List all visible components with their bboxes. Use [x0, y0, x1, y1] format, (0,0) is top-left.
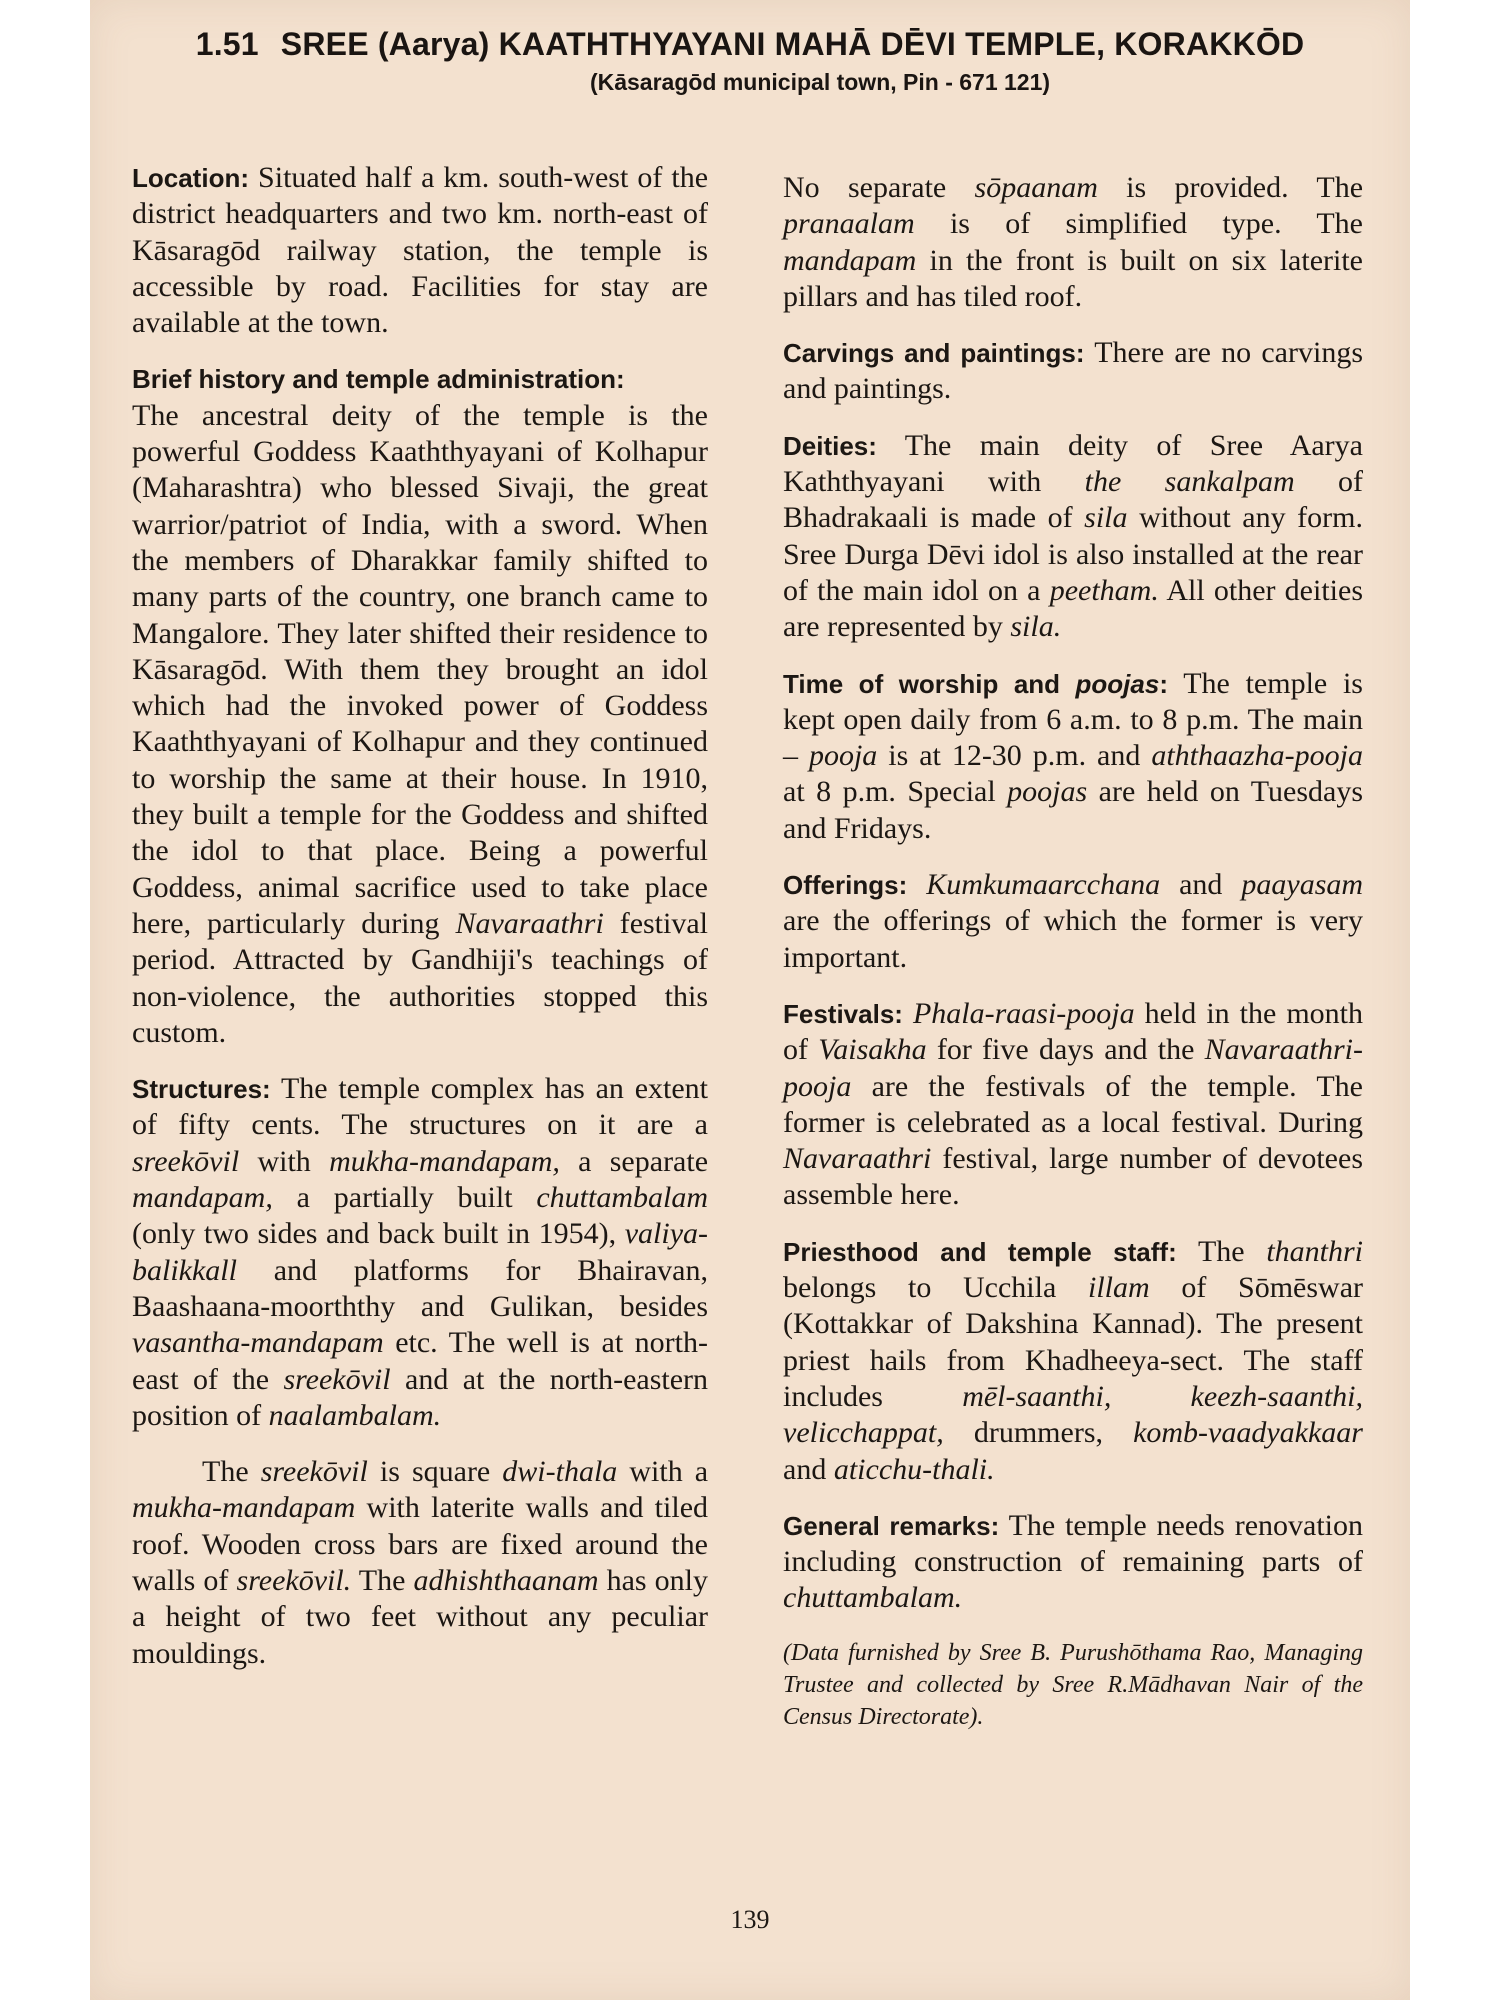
deities-italic: sila	[1084, 501, 1128, 535]
location-heading: Location:	[132, 163, 249, 193]
location-text: Situated half a km. south-west of the district headquarters and two km. north-east of Kāsaragōd railway station, the temple is accessible by road. Facilities for stay are available at the town.	[132, 161, 709, 340]
general-remarks-italic: chuttambalam.	[783, 1581, 963, 1615]
structures-text: with	[257, 1144, 311, 1178]
worship-heading-italic: poojas	[1075, 668, 1160, 699]
worship-italic: pooja	[808, 739, 878, 773]
deities-italic: sila.	[1010, 610, 1062, 644]
carvings-heading: Carvings and paintings:	[783, 338, 1085, 369]
deities-paragraph	[783, 428, 1363, 646]
sreekovil-text: is square	[379, 1455, 491, 1489]
worship-time-heading	[783, 669, 1168, 699]
structures-italic: mandapam,	[132, 1181, 273, 1215]
structures-italic: sreekōvil	[283, 1362, 391, 1396]
priesthood-text: drummers,	[973, 1416, 1103, 1450]
structures-text: and at the north-eastern position of	[132, 1362, 709, 1432]
worship-text: at 8 p.m. Special	[783, 775, 996, 809]
general-remarks-paragraph	[783, 1508, 1363, 1617]
priesthood-paragraph	[783, 1234, 1363, 1488]
worship-italic: aththaazha-pooja	[1151, 739, 1363, 773]
offerings-text: are the offerings of which the former is very important.	[783, 904, 1363, 974]
worship-heading-text: Time of worship and	[783, 668, 1061, 699]
priesthood-heading: Priesthood and temple staff:	[783, 1236, 1177, 1267]
history-paragraph	[132, 361, 708, 1051]
priesthood-italic: illam	[1088, 1271, 1150, 1305]
structures-paragraph	[132, 1071, 708, 1434]
deities-text: without any form. Sree Durga Dēvi idol is also installed at the rear of the main idol on a	[783, 501, 1363, 607]
sreekovil-italic: sreekōvil	[260, 1455, 368, 1489]
general-remarks-text: The temple needs renovation including construction of remaining parts of	[783, 1508, 1364, 1579]
offerings-text: and	[1179, 868, 1223, 902]
festivals-italic: Vaisakha	[818, 1033, 927, 1067]
priesthood-text: The	[1197, 1234, 1245, 1268]
priesthood-text: belongs to Ucchila	[783, 1271, 1057, 1305]
offerings-heading: Offerings:	[783, 870, 908, 901]
sreekovil-italic: dwi-thala	[502, 1455, 618, 1489]
sopaanam-text: is provided. The	[1126, 171, 1364, 204]
priesthood-text: and	[783, 1452, 827, 1486]
worship-text: The temple is kept open daily from 6 a.m. to 8 p.m. The main –	[783, 666, 1363, 773]
sopaanam-italic: mandapam	[783, 243, 917, 277]
carvings-paragraph	[783, 335, 1363, 408]
structures-text: a partially built	[296, 1181, 513, 1215]
sreekovil-italic: mukha-mandapam	[132, 1491, 356, 1525]
festivals-text: for five days and the	[936, 1033, 1195, 1067]
history-italic: Navaraathri	[455, 906, 604, 940]
structures-italic: mukha-mandapam,	[329, 1144, 560, 1178]
structures-text: and platforms for Bhairavan, Baashaana-moorththy and Gulikan, besides	[132, 1253, 709, 1323]
history-text-end: festival period. Attracted by Gandhiji's teachings of non-violence, the authorities stopped this custom.	[132, 906, 709, 1049]
book-page	[90, 0, 1410, 2000]
offerings-italic: Kumkumaarcchana	[926, 868, 1161, 902]
sopaanam-italic: pranaalam	[783, 207, 915, 241]
structures-italic: vasantha-mandapam	[132, 1326, 384, 1360]
priesthood-italic: komb-vaadyakkaar	[1133, 1416, 1363, 1450]
offerings-italic: paayasam	[1241, 868, 1364, 902]
festivals-text: held in the month of	[783, 996, 1363, 1067]
deities-text: All other deities are represented by	[783, 573, 1363, 644]
sreekovil-italic: adhishthaanam	[413, 1563, 599, 1597]
festivals-heading: Festivals:	[783, 998, 903, 1029]
sreekovil-paragraph	[132, 1454, 708, 1672]
structures-heading: Structures:	[132, 1074, 271, 1105]
deities-text: of Bhadrakaali is made of	[783, 465, 1364, 535]
deities-heading: Deities:	[783, 430, 877, 461]
sreekovil-text: with laterite walls and tiled roof. Wooden cross bars are fixed around the walls of	[132, 1491, 709, 1597]
worship-text: is at 12-30 p.m. and	[888, 739, 1141, 773]
festivals-italic: Phala-raasi-pooja	[912, 996, 1135, 1030]
festivals-paragraph	[783, 996, 1363, 1214]
structures-italic: naalambalam.	[268, 1398, 442, 1432]
structures-italic: sreekōvil	[132, 1144, 240, 1178]
carvings-text: There are no carvings and paintings.	[783, 336, 1363, 406]
history-text: The ancestral deity of the temple is the powerful Goddess Kaaththyayani of Kolhapur (Maharashtra) who blessed Sivaji, the great warrior/patriot of India, with a sword. When the members of Dharakkar family shifted to many parts of the country, one branch came to Mangalore. They later shifted their residence to Kāsaragōd. With them they brought an idol which had the invoked power of Goddess Kaaththyayani of Kolhapur and they continued to worship the same at their house. In 1910, they built a temple for the Goddess and shifted the idol to that place. Being a powerful Goddess, animal sacrifice used to take place here, particularly during	[132, 398, 708, 940]
sreekovil-text: The	[358, 1563, 406, 1597]
structures-italic: valiya-balikkall	[132, 1217, 708, 1287]
structures-italic: chuttambalam	[536, 1181, 709, 1215]
sopaanam-text: is of simplified type. The	[949, 207, 1363, 241]
sopaanam-italic: sōpaanam	[974, 171, 1098, 204]
left-column	[132, 160, 708, 1692]
temple-name: SREE (Aarya) KAATHTHYAYANI MAHĀ DĒVI TEMPLE, KORAKKŌD	[280, 26, 1305, 62]
page-title	[90, 26, 1410, 63]
sopaanam-text: No separate	[783, 171, 947, 204]
priesthood-italic: aticchu-thali.	[833, 1452, 995, 1486]
structures-text: (only two sides and back built in 1954),	[132, 1217, 617, 1251]
page-number: 139	[730, 1905, 770, 1934]
sreekovil-text: has only a height of two feet without any peculiar mouldings.	[132, 1563, 709, 1670]
festivals-italic: Navaraathri-pooja	[783, 1033, 1363, 1103]
worship-text: are held on Tuesdays and Fridays.	[783, 775, 1364, 845]
festivals-italic: Navaraathri	[783, 1142, 932, 1176]
general-remarks-heading: General remarks:	[783, 1510, 1000, 1541]
structures-text: etc. The well is at north-east of the	[132, 1326, 708, 1396]
worship-time-paragraph	[783, 666, 1363, 847]
worship-italic: poojas	[1007, 775, 1088, 809]
priesthood-italic: thanthri	[1266, 1234, 1363, 1268]
festivals-text: are the festivals of the temple. The former is celebrated as a local festival. During	[783, 1069, 1363, 1139]
structures-text: The temple complex has an extent of fifty cents. The structures on it are a	[132, 1072, 708, 1142]
offerings-paragraph	[783, 867, 1363, 976]
history-heading: Brief history and temple administration:	[132, 364, 625, 395]
sopaanam-text: in the front is built on six laterite pillars and has tiled roof.	[783, 243, 1364, 313]
deities-italic: peetham.	[1049, 573, 1159, 607]
sopaanam-paragraph	[783, 170, 1363, 315]
sreekovil-italic: sreekōvil.	[236, 1563, 352, 1597]
deities-text: The main deity of Sree Aarya Kaththyayani with	[783, 428, 1363, 499]
structures-text: a separate	[578, 1144, 709, 1178]
right-column	[783, 170, 1363, 1753]
deities-italic: the sankalpam	[1084, 465, 1295, 499]
section-number: 1.51	[195, 26, 259, 62]
page-subtitle: (Kāsaragōd municipal town, Pin - 671 121)	[589, 69, 1051, 95]
page-header	[90, 26, 1410, 96]
festivals-text: festival, large number of devotees assemble here.	[783, 1142, 1363, 1212]
priesthood-text: of Sōmēswar (Kottakkar of Dakshina Kannad). The present priest hails from Khadheeya-sect. The staff includes	[783, 1271, 1364, 1413]
sreekovil-text: with a	[629, 1455, 709, 1489]
sreekovil-text: The	[202, 1455, 249, 1489]
location-paragraph	[132, 160, 708, 341]
worship-heading-colon: :	[1159, 668, 1168, 699]
priesthood-italic: mēl-saanthi, keezh-saanthi, velicchappat,	[783, 1379, 1363, 1450]
data-credit: (Data furnished by Sree B. Purushōthama Rao, Managing Trustee and collected by Sree R.Mādhavan Nair of the Census Directorate).	[783, 1639, 1363, 1730]
